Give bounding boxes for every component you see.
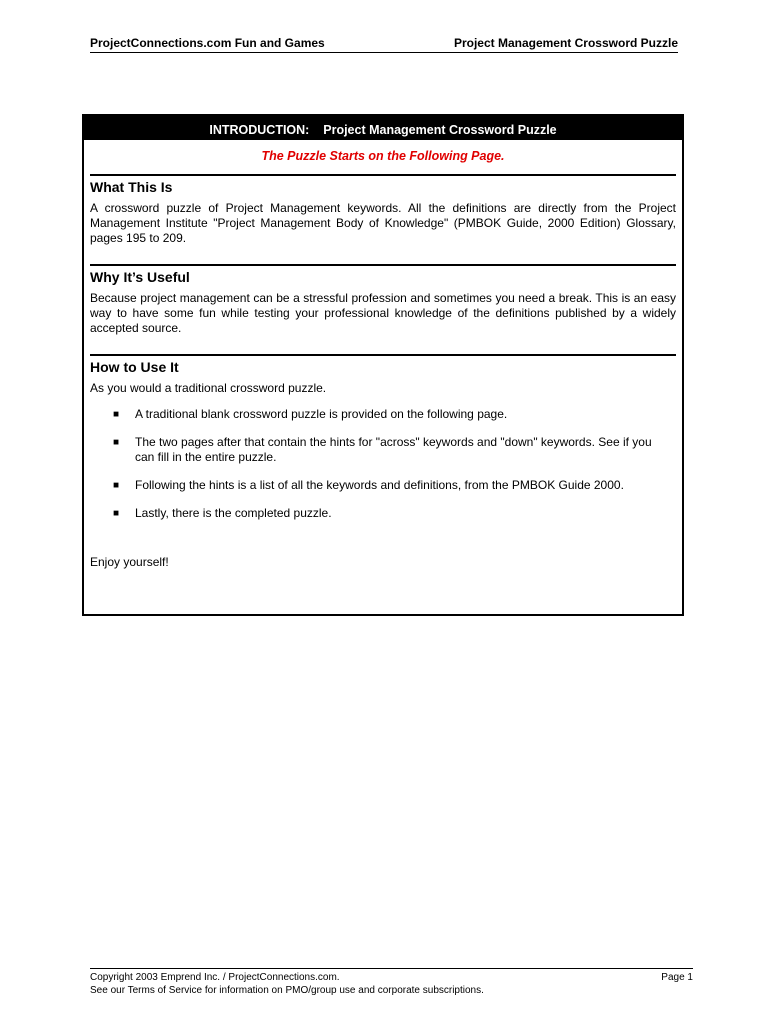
list-item: ■ Lastly, there is the completed puzzle. bbox=[113, 506, 332, 520]
bullet-square-icon: ■ bbox=[113, 409, 120, 420]
header-site-title: ProjectConnections.com Fun and Games bbox=[90, 36, 325, 50]
page-header bbox=[90, 36, 678, 53]
how-to-use-list bbox=[90, 407, 676, 521]
list-item: ■ The two pages after that contain the hints for "across" keywords and "down" keywords. See if you can fill in the entire puzzle. bbox=[113, 435, 652, 464]
header-doc-title: Project Management Crossword Puzzle bbox=[453, 36, 678, 50]
footer-copyright: Copyright 2003 Emprend Inc. / ProjectConnections.com. bbox=[90, 972, 340, 983]
bullet-square-icon: ■ bbox=[113, 508, 120, 519]
list-item: ■ Following the hints is a list of all the keywords and definitions, from the PMBOK Guide 2000. bbox=[113, 478, 624, 492]
puzzle-start-notice: The Puzzle Starts on the Following Page. bbox=[261, 149, 505, 163]
section-intro-how: As you would a traditional crossword puzzle. bbox=[90, 381, 327, 395]
section-heading-how: How to Use It bbox=[90, 359, 179, 375]
section-why-useful bbox=[90, 264, 676, 354]
page-footer bbox=[90, 968, 693, 997]
section-body-why: Because project management can be a stressful profession and sometimes you need a break. This is an easy way to have some fun while testing your professional knowledge of the definitions published by a widely accepted source. bbox=[90, 291, 676, 335]
introduction-box bbox=[82, 114, 684, 616]
section-how-to-use bbox=[90, 354, 676, 569]
section-body-what: A crossword puzzle of Project Management keywords. All the definitions are directly from the Project Management Institute "Project Management Body of Knowledge" (PMBOK Guide, 2000 Edition) Glossary, pages 195 to 209. bbox=[90, 201, 676, 245]
section-what-this-is bbox=[90, 174, 676, 264]
list-item: ■ A traditional blank crossword puzzle is provided on the following page. bbox=[113, 407, 508, 421]
section-heading-why: Why It’s Useful bbox=[90, 269, 190, 285]
closing-text: Enjoy yourself! bbox=[90, 555, 169, 569]
section-heading-what: What This Is bbox=[90, 179, 173, 195]
bullet-square-icon: ■ bbox=[113, 480, 120, 491]
footer-terms: See our Terms of Service for information on PMO/group use and corporate subscriptions. bbox=[90, 985, 484, 996]
page-number: Page 1 bbox=[661, 972, 693, 983]
bullet-square-icon: ■ bbox=[113, 437, 120, 448]
introduction-title: INTRODUCTION: Project Management Crossword Puzzle bbox=[84, 116, 682, 140]
